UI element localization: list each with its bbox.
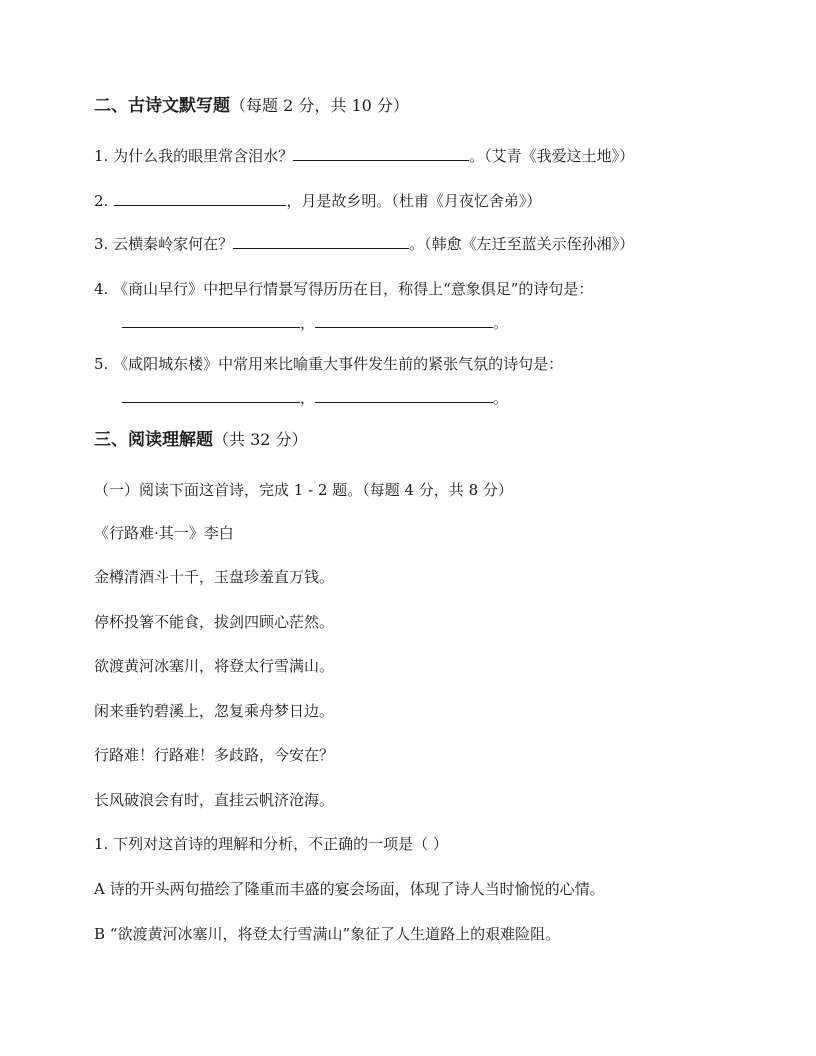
poem-line: 停杯投箸不能食，拔剑四顾心茫然。: [94, 613, 335, 631]
dictation-question-4-answer-line: [122, 312, 508, 333]
poem-title-text: 《行路难·其一》李白: [94, 524, 234, 542]
answer-blank[interactable]: [315, 312, 493, 328]
option-a[interactable]: [94, 879, 605, 899]
separator: ，: [300, 389, 316, 407]
dictation-question-4: [94, 279, 593, 299]
option-text: A 诗的开头两句描绘了隆重而丰盛的宴会场面，体现了诗人当时愉悦的心情。: [94, 880, 605, 898]
end-mark: 。: [493, 389, 509, 407]
answer-blank[interactable]: [233, 233, 409, 249]
answer-blank[interactable]: [122, 312, 300, 328]
poem-line: 欲渡黄河冰塞川，将登太行雪满山。: [94, 657, 335, 675]
dictation-question-2: [94, 190, 541, 211]
answer-blank[interactable]: [114, 190, 286, 206]
question-text: 1. 为什么我的眼里常含泪水？: [94, 147, 294, 165]
question-text: ，月是故乡明。（杜甫《月夜忆舍弟》）: [286, 192, 542, 210]
answer-blank[interactable]: [122, 387, 300, 403]
question-text: 4. 《商山早行》中把早行情景写得历历在目，称得上“意象俱足”的诗句是：: [94, 280, 594, 298]
question-text: 1. 下列对这首诗的理解和分析，不正确的一项是（ ）: [94, 835, 448, 853]
dictation-question-5-answer-line: [122, 387, 508, 408]
section-title: 二、古诗文默写题: [94, 96, 230, 116]
poem-line: 行路难！行路难！多歧路，今安在？: [94, 746, 335, 764]
dictation-question-1: [94, 145, 634, 166]
dictation-question-3: [94, 233, 634, 254]
section-score-note: （共 32 分）: [213, 430, 308, 449]
question-source: 。（韩愈《左迁至蓝关示侄孙湘》）: [409, 235, 635, 253]
end-mark: 。: [493, 314, 509, 332]
section-title: 三、阅读理解题: [94, 430, 213, 450]
section-heading-poetry-dictation: [94, 96, 409, 116]
poem-line: 闲来垂钓碧溪上，忽复乘舟梦日边。: [94, 702, 335, 720]
option-b[interactable]: [94, 924, 560, 944]
poem-line: 金樽清酒斗十千，玉盘珍羞直万钱。: [94, 568, 335, 586]
question-text: 3. 云横秦岭家何在？: [94, 235, 234, 253]
question-number: 2.: [94, 192, 109, 210]
section-heading-reading-comprehension: [94, 430, 308, 450]
poem-title: [94, 523, 234, 543]
answer-blank[interactable]: [293, 145, 469, 161]
question-text: 5. 《咸阳城东楼》中常用来比喻重大事件发生前的紧张气氛的诗句是：: [94, 355, 564, 373]
separator: ，: [300, 314, 316, 332]
option-text: B “欲渡黄河冰塞川，将登太行雪满山”象征了人生道路上的艰难险阻。: [94, 925, 561, 943]
section-score-note: （每题 2 分，共 10 分）: [230, 96, 409, 115]
answer-blank[interactable]: [315, 387, 493, 403]
poem-line: 长风破浪会有时，直挂云帆济沧海。: [94, 791, 335, 809]
reading-part-1-intro: [94, 480, 513, 500]
instruction-text: （一）阅读下面这首诗，完成 1 - 2 题。（每题 4 分，共 8 分）: [94, 481, 513, 499]
reading-question-1: [94, 834, 448, 854]
dictation-question-5: [94, 354, 563, 374]
question-source: 。（艾青《我爱这土地》）: [469, 147, 635, 165]
